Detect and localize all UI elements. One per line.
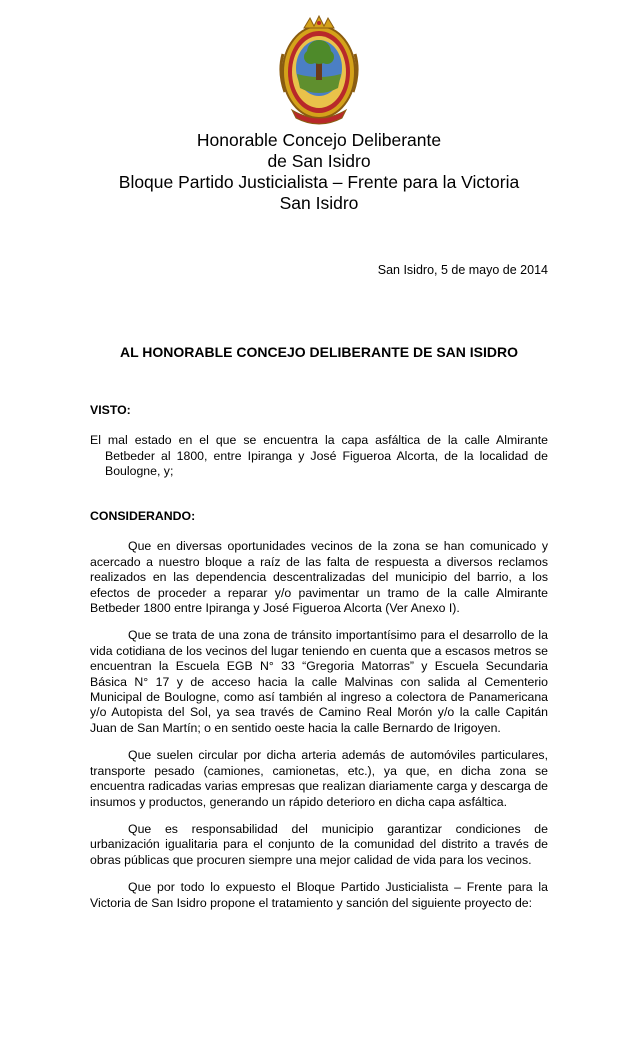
visto-section bbox=[90, 403, 548, 480]
header-municipality: de San Isidro bbox=[267, 151, 371, 171]
header-institution: Honorable Concejo Deliberante bbox=[196, 130, 442, 150]
document-header bbox=[0, 130, 638, 214]
addressee: AL HONORABLE CONCEJO DELIBERANTE DE SAN ISIDRO bbox=[120, 344, 518, 360]
header-city: San Isidro bbox=[279, 193, 359, 213]
considerando-paragraph: Que se trata de una zona de tránsito importantísimo para el desarrollo de la vida cotidiana de los vecinos del lugar teniendo en cuenta que a escasos metros se encuentran la Escuela EGB N° 33 “Gregoria Matorras” y Escuela Secundaria Básica N° 17 y de acceso hacia la calle Malvinas con salida al Cementerio Municipal de Boulogne, como así también al ingreso a colectora de Panamericana y/o Autopista del Sol, ya sea través de Camino Real Morón y/o la calle Capitán Juan de San Martín; o en sentido oeste hacia la calle Bernardo de Irigoyen. bbox=[90, 628, 548, 735]
header-bloc: Bloque Partido Justicialista – Frente para la Victoria bbox=[118, 172, 520, 192]
considerando-paragraph: Que es responsabilidad del municipio garantizar condiciones de urbanización igualitaria para el conjunto de la comunidad del distrito a través de obras públicas que procuren siempre una mejor calidad de vida para los vecinos. bbox=[90, 821, 548, 867]
considerando-paragraph: Que suelen circular por dicha arteria además de automóviles particulares, transporte pesado (camiones, camionetas, etc.), ya que, en dicha zona se encuentra radicadas varias empresas que realizan diariamente carga y descarga de insumos y productos, generando un rápido deterioro en dicha capa asfáltica. bbox=[90, 748, 548, 809]
visto-label: VISTO: bbox=[90, 403, 131, 417]
document-date: San Isidro, 5 de mayo de 2014 bbox=[377, 263, 548, 277]
considerando-paragraph: Que por todo lo expuesto el Bloque Partido Justicialista – Frente para la Victoria de San Isidro propone el tratamiento y sanción del siguiente proyecto de: bbox=[90, 880, 548, 910]
considerando-paragraph: Que en diversas oportunidades vecinos de la zona se han comunicado y acercado a nuestro bloque a raíz de las falta de respuesta a diversos reclamos realizados en las dependencia descentralizadas del municipio del barrio, a los efectos de proceder a reparar y/o pavimentar un tramo de la calle Almirante Betbeder 1800 entre Ipiranga y José Figueroa Alcorta (Ver Anexo I). bbox=[90, 539, 548, 616]
visto-text: El mal estado en el que se encuentra la capa asfáltica de la calle Almirante Betbeder al 1800, entre Ipiranga y José Figueroa Alcorta, de la localidad de Boulogne, y; bbox=[90, 433, 548, 479]
coat-of-arms-icon bbox=[278, 14, 360, 126]
considerando-section bbox=[90, 509, 548, 911]
considerando-label: CONSIDERANDO: bbox=[90, 509, 196, 523]
